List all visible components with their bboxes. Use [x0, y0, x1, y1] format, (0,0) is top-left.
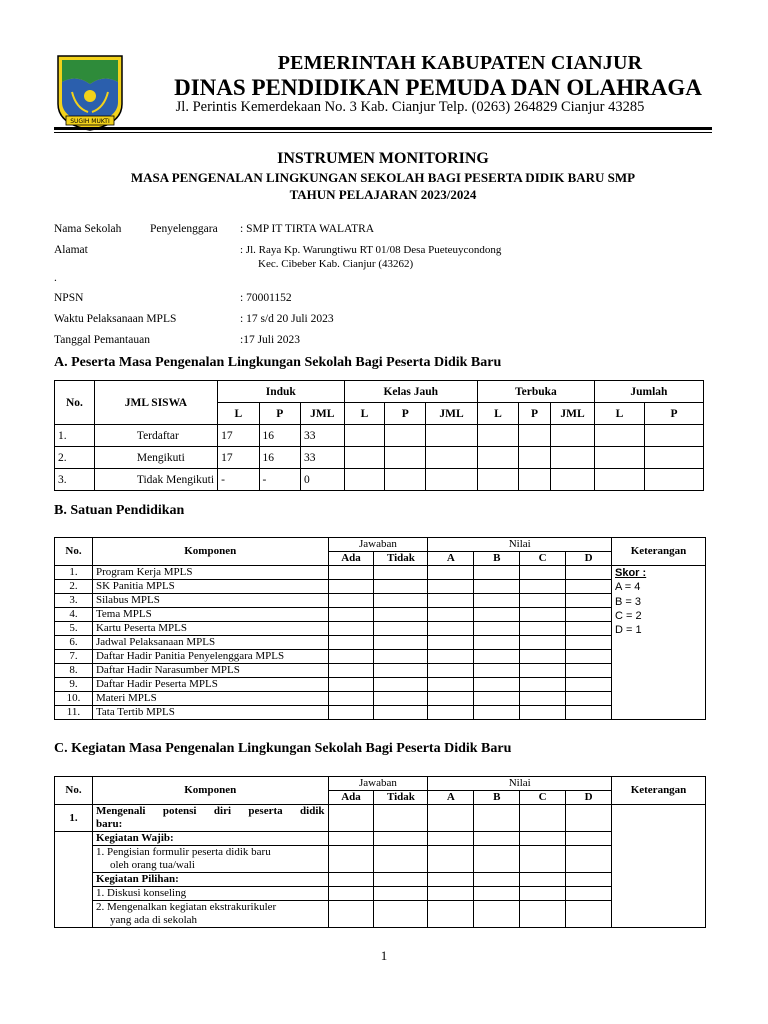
- cell-l: 17: [218, 447, 259, 469]
- col-jumlah: Jumlah: [594, 381, 703, 403]
- col-l: L: [344, 403, 385, 425]
- kegiatan-wajib-label: Kegiatan Wajib:: [92, 832, 328, 846]
- col-p: P: [259, 403, 300, 425]
- cell-jml: 0: [300, 469, 344, 491]
- row-komponen: SK Panitia MPLS: [92, 580, 328, 594]
- col-c: C: [520, 791, 566, 805]
- dot: .: [54, 272, 57, 284]
- row-komponen: Program Kerja MPLS: [92, 566, 328, 580]
- row-no: 2.: [55, 580, 93, 594]
- col-ada: Ada: [328, 791, 374, 805]
- row-komponen: Tema MPLS: [92, 608, 328, 622]
- waktu-label: Waktu Pelaksanaan MPLS: [54, 313, 177, 325]
- row-komponen: Tata Tertib MPLS: [92, 706, 328, 720]
- table-row: [55, 706, 706, 720]
- table-row: [55, 622, 706, 636]
- col-ada: Ada: [328, 552, 374, 566]
- cell-jml: 33: [300, 447, 344, 469]
- table-row: [55, 594, 706, 608]
- table-row: [55, 566, 706, 580]
- skor-c: C = 2: [615, 609, 642, 622]
- row-no: 1.: [55, 566, 93, 580]
- row-no: 5.: [55, 622, 93, 636]
- doc-subtitle-1: MASA PENGENALAN LINGKUNGAN SEKOLAH BAGI PESERTA DIDIK BARU SMP: [130, 170, 636, 185]
- cell-p: 16: [259, 425, 300, 447]
- table-row: [55, 636, 706, 650]
- col-b: B: [474, 791, 520, 805]
- row-komponen: [92, 901, 328, 928]
- row-title-line-1: Mengenali potensi diri peserta didik: [95, 805, 325, 817]
- col-nilai: Nilai: [428, 777, 612, 791]
- row-komponen: Daftar Hadir Panitia Penyelenggara MPLS: [92, 650, 328, 664]
- section-c-title: C. Kegiatan Masa Pengenalan Lingkungan Sekolah Bagi Peserta Didik Baru: [54, 741, 512, 756]
- waktu-value: : 17 s/d 20 Juli 2023: [240, 313, 334, 325]
- col-no: No.: [55, 538, 93, 566]
- header-rule: [54, 127, 712, 130]
- row-komponen: [92, 846, 328, 873]
- row-title-line-2: baru:: [95, 818, 123, 830]
- col-kelas-jauh: Kelas Jauh: [344, 381, 477, 403]
- row-no: 4.: [55, 608, 93, 622]
- header-address: Jl. Perintis Kemerdekaan No. 3 Kab. Cianjur Telp. (0263) 264829 Cianjur 43285: [175, 99, 645, 115]
- row-no: 1.: [55, 425, 95, 447]
- col-komponen: Komponen: [92, 538, 328, 566]
- col-a: A: [428, 791, 474, 805]
- table-row: [55, 469, 704, 491]
- skor-legend: [612, 566, 706, 720]
- col-b: B: [474, 552, 520, 566]
- cell-p: 16: [259, 447, 300, 469]
- penyelenggara-label: Penyelenggara: [150, 223, 218, 235]
- col-jawaban: Jawaban: [328, 538, 428, 552]
- doc-subtitle-2: TAHUN PELAJARAN 2023/2024: [289, 187, 477, 202]
- row-komponen: Daftar Hadir Narasumber MPLS: [92, 664, 328, 678]
- npsn-value: : 70001152: [240, 292, 292, 304]
- skor-title: Skor :: [615, 567, 647, 579]
- col-jml: JML: [300, 403, 344, 425]
- col-jml: JML: [426, 403, 478, 425]
- row-komponen: Jadwal Pelaksanaan MPLS: [92, 636, 328, 650]
- col-terbuka: Terbuka: [478, 381, 595, 403]
- header-government: PEMERINTAH KABUPATEN CIANJUR: [277, 52, 643, 74]
- kegiatan-pilihan-label: Kegiatan Pilihan:: [92, 873, 328, 887]
- section-b-title: B. Satuan Pendidikan: [54, 503, 185, 518]
- col-a: A: [428, 552, 474, 566]
- section-a-title: A. Peserta Masa Pengenalan Lingkungan Sekolah Bagi Peserta Didik Baru: [54, 355, 502, 370]
- col-d: D: [566, 791, 612, 805]
- pilihan-item-1: 1. Diskusi konseling: [92, 887, 328, 901]
- svg-text:SUGIH MUKTI: SUGIH MUKTI: [70, 118, 110, 125]
- row-komponen: [92, 805, 328, 832]
- col-jawaban: Jawaban: [328, 777, 428, 791]
- skor-a: A = 4: [615, 581, 641, 594]
- col-l: L: [218, 403, 259, 425]
- nama-value: : SMP IT TIRTA WALATRA: [240, 223, 375, 235]
- row-no: 9.: [55, 678, 93, 692]
- cell-l: 17: [218, 425, 259, 447]
- cell-p: -: [259, 469, 300, 491]
- table-row: [55, 608, 706, 622]
- header-department: DINAS PENDIDIKAN PEMUDA DAN OLAHRAGA: [174, 75, 702, 100]
- row-no: 3.: [55, 469, 95, 491]
- pilihan-item-2-cont: yang ada di sekolah: [109, 914, 198, 926]
- table-row: [55, 425, 704, 447]
- col-keterangan: Keterangan: [612, 538, 706, 566]
- row-no: 6.: [55, 636, 93, 650]
- alamat-value-2: Kec. Cibeber Kab. Cianjur (43262): [258, 258, 414, 270]
- col-p: P: [518, 403, 550, 425]
- row-no: 2.: [55, 447, 95, 469]
- tanggal-label: Tanggal Pemantauan: [54, 334, 150, 346]
- row-komponen: Daftar Hadir Peserta MPLS: [92, 678, 328, 692]
- table-row: [55, 887, 706, 901]
- row-komponen: Kartu Peserta MPLS: [92, 622, 328, 636]
- table-kegiatan: [54, 776, 706, 928]
- page-number: 1: [380, 948, 388, 963]
- col-nilai: Nilai: [428, 538, 612, 552]
- table-row: [55, 832, 706, 846]
- table-row: [55, 873, 706, 887]
- table-row: [55, 580, 706, 594]
- cell-jml: 33: [300, 425, 344, 447]
- row-label: Mengikuti: [94, 447, 217, 469]
- wajib-item-1: 1. Pengisian formulir peserta didik baru: [95, 846, 271, 858]
- alamat-value-1: : Jl. Raya Kp. Warungtiwu RT 01/08 Desa Pueteuycondong: [240, 244, 502, 256]
- row-komponen: Silabus MPLS: [92, 594, 328, 608]
- cell-l: -: [218, 469, 259, 491]
- col-no: No.: [55, 381, 95, 425]
- doc-title: INSTRUMEN MONITORING: [277, 150, 489, 167]
- tanggal-value: :17 Juli 2023: [240, 334, 301, 346]
- col-tidak: Tidak: [374, 552, 428, 566]
- col-l: L: [594, 403, 644, 425]
- cianjur-logo: [54, 52, 126, 132]
- table-row: [55, 650, 706, 664]
- skor-b: B = 3: [615, 595, 641, 608]
- table-row: [55, 805, 706, 832]
- table-row: [55, 678, 706, 692]
- col-no: No.: [55, 777, 93, 805]
- row-no: 1.: [55, 805, 93, 832]
- col-d: D: [566, 552, 612, 566]
- row-komponen: Materi MPLS: [92, 692, 328, 706]
- row-no: 11.: [55, 706, 93, 720]
- table-row: [55, 664, 706, 678]
- table-row: [55, 901, 706, 928]
- skor-d: D = 1: [615, 624, 642, 637]
- row-no: 10.: [55, 692, 93, 706]
- col-c: C: [520, 552, 566, 566]
- row-label: Terdaftar: [94, 425, 217, 447]
- npsn-label: NPSN: [54, 292, 84, 304]
- table-peserta: [54, 380, 704, 491]
- row-no: 7.: [55, 650, 93, 664]
- table-row: [55, 846, 706, 873]
- col-komponen: Komponen: [92, 777, 328, 805]
- header-rule-thin: [54, 132, 712, 133]
- col-keterangan: Keterangan: [612, 777, 706, 805]
- nama-label: Nama Sekolah: [54, 223, 122, 235]
- wajib-item-1-cont: oleh orang tua/wali: [109, 859, 195, 871]
- col-jml-siswa: JML SISWA: [94, 381, 217, 425]
- row-no: 8.: [55, 664, 93, 678]
- col-l: L: [478, 403, 519, 425]
- col-jml: JML: [551, 403, 595, 425]
- col-p: P: [645, 403, 704, 425]
- col-induk: Induk: [218, 381, 344, 403]
- pilihan-item-2: 2. Mengenalkan kegiatan ekstrakurikuler: [95, 901, 277, 913]
- table-row: [55, 447, 704, 469]
- col-tidak: Tidak: [374, 791, 428, 805]
- alamat-label: Alamat: [54, 244, 88, 256]
- table-satuan-pendidikan: [54, 537, 706, 720]
- col-p: P: [385, 403, 426, 425]
- table-row: [55, 692, 706, 706]
- row-no: 3.: [55, 594, 93, 608]
- row-label: Tidak Mengikuti: [94, 469, 217, 491]
